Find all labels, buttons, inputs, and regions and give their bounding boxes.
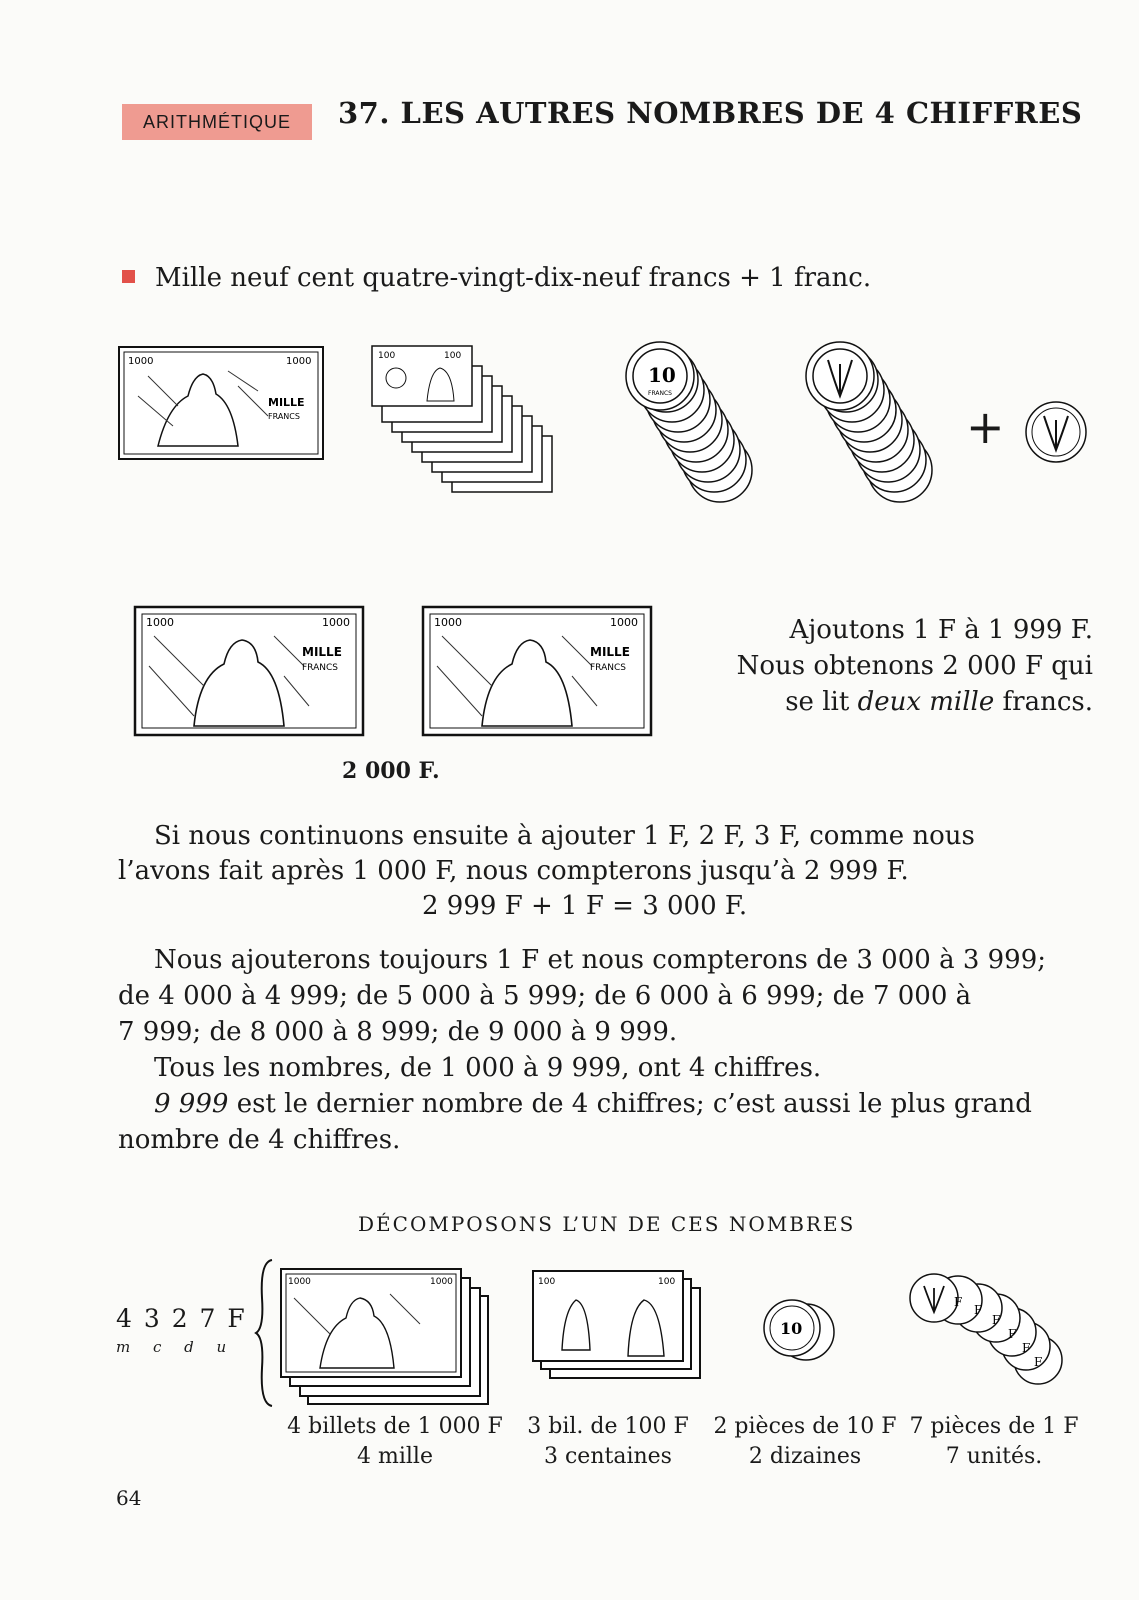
paragraph-1-line-2: l’avons fait après 1 000 F, nous compterons jusqu’à 2 999 F.	[118, 856, 909, 886]
svg-text:F: F	[1034, 1355, 1043, 1369]
equation: 2 999 F + 1 F = 3 000 F.	[422, 891, 748, 921]
svg-text:100: 100	[378, 351, 396, 361]
svg-text:1000: 1000	[288, 1277, 311, 1287]
single-coin-1-illustration	[1024, 400, 1088, 464]
place-letters: m c d u	[116, 1338, 236, 1356]
coin-1-stack-illustration	[800, 340, 940, 510]
svg-text:F: F	[1008, 1327, 1017, 1341]
paragraph-3: Tous les nombres, de 1 000 à 9 999, ont 4 chiffres.	[154, 1053, 822, 1083]
paragraph-4-line-2: nombre de 4 chiffres.	[118, 1125, 401, 1155]
coin-10-stack-illustration	[620, 340, 760, 510]
svg-text:1000: 1000	[286, 356, 312, 367]
svg-text:MILLE: MILLE	[268, 396, 305, 409]
svg-text:100: 100	[658, 1277, 676, 1287]
decomposition-number: 4 3 2 7 F	[116, 1304, 247, 1333]
page-number: 64	[116, 1486, 142, 1510]
decomposition-heading: DÉCOMPOSONS L’UN DE CES NOMBRES	[358, 1212, 856, 1236]
paragraph-2-line-1: Nous ajouterons toujours 1 F et nous compterons de 3 000 à 3 999;	[154, 945, 1047, 975]
svg-text:F: F	[1022, 1341, 1031, 1355]
svg-text:MILLE: MILLE	[302, 645, 342, 659]
banknotes-4x1000-illustration	[280, 1268, 490, 1408]
banknotes-3x100-illustration	[532, 1270, 702, 1380]
ajoutons-line-1: Ajoutons 1 F à 1 999 F.	[789, 615, 1093, 645]
svg-text:FRANCS: FRANCS	[302, 663, 338, 673]
illustration-caption: 2 000 F.	[342, 758, 440, 784]
banknotes-2000-illustration	[134, 606, 658, 738]
banknote-100-stack-illustration	[372, 346, 562, 516]
svg-text:10: 10	[780, 1319, 803, 1338]
decomposition-item-1: 7 pièces de 1 F 7 unités.	[909, 1414, 1079, 1469]
svg-text:F: F	[954, 1295, 963, 1309]
page-title: 37. LES AUTRES NOMBRES DE 4 CHIFFRES	[338, 96, 1083, 130]
svg-text:100: 100	[538, 1277, 556, 1287]
svg-text:MILLE: MILLE	[590, 645, 630, 659]
section-label: ARITHMÉTIQUE	[122, 104, 312, 140]
brace-icon	[254, 1258, 274, 1408]
decomposition-item-1000: 4 billets de 1 000 F 4 mille	[287, 1414, 503, 1469]
intro-text: Mille neuf cent quatre-vingt-dix-neuf francs + 1 franc.	[155, 263, 872, 293]
decomposition-item-10: 2 pièces de 10 F 2 dizaines	[713, 1414, 897, 1469]
paragraph-1-line-1: Si nous continuons ensuite à ajouter 1 F, 2 F, 3 F, comme nous	[154, 821, 975, 851]
banknote-1000-illustration	[118, 346, 324, 460]
coins-2x10-illustration	[760, 1296, 840, 1366]
svg-text:F: F	[974, 1303, 983, 1317]
svg-text:10: 10	[648, 363, 676, 387]
svg-text:100: 100	[444, 351, 462, 361]
plus-sign: +	[966, 400, 1005, 454]
svg-text:1000: 1000	[434, 616, 462, 629]
paragraph-2-line-2: de 4 000 à 4 999; de 5 000 à 5 999; de 6 000 à 6 999; de 7 000 à	[118, 981, 972, 1011]
svg-text:1000: 1000	[128, 356, 154, 367]
svg-text:1000: 1000	[430, 1277, 453, 1287]
ajoutons-line-3: se lit deux mille francs.	[785, 687, 1093, 717]
ajoutons-line-2: Nous obtenons 2 000 F qui	[736, 651, 1093, 681]
svg-text:1000: 1000	[146, 616, 174, 629]
coins-7x1-illustration	[898, 1270, 1068, 1390]
svg-text:F: F	[992, 1313, 1001, 1327]
svg-text:1000: 1000	[610, 616, 638, 629]
bullet-icon	[122, 270, 135, 283]
svg-text:FRANCS: FRANCS	[590, 663, 626, 673]
paragraph-2-line-3: 7 999; de 8 000 à 8 999; de 9 000 à 9 999.	[118, 1017, 678, 1047]
paragraph-4-line-1: 9 999 est le dernier nombre de 4 chiffres; c’est aussi le plus grand	[154, 1089, 1032, 1119]
decomposition-item-100: 3 bil. de 100 F 3 centaines	[527, 1414, 689, 1469]
svg-text:FRANCS: FRANCS	[268, 412, 300, 421]
svg-text:FRANCS: FRANCS	[648, 390, 672, 397]
svg-text:1000: 1000	[322, 616, 350, 629]
